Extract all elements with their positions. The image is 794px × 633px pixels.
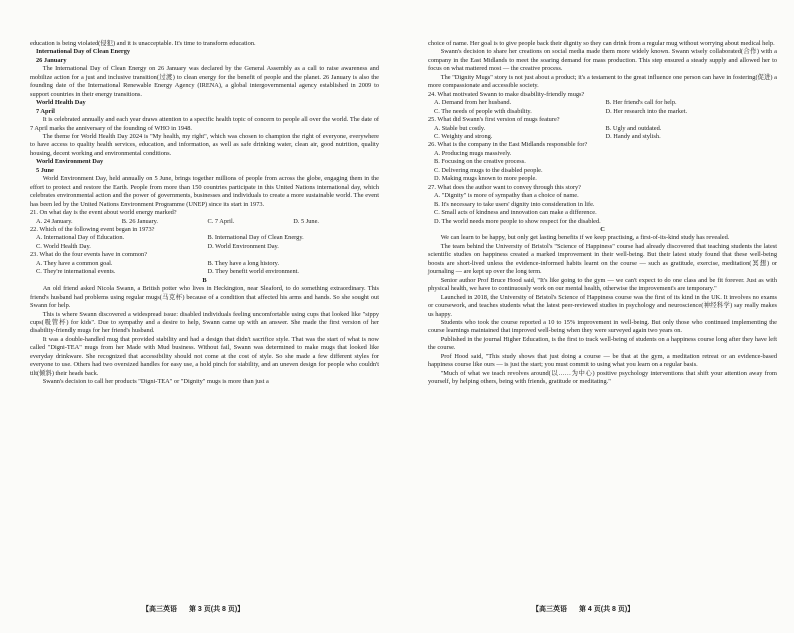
answer-option: B. Her friend's call for help.: [605, 99, 677, 107]
question-options: [30, 218, 379, 226]
question: [30, 226, 379, 251]
question: [428, 141, 777, 183]
answer-option: C. 7 April.: [207, 217, 235, 225]
paragraph: Published in the journal Higher Education, is the first to track well-being of students on a happiness course long after they have left the course.: [428, 335, 777, 352]
answer-option: A. International Day of Education.: [36, 234, 125, 242]
question-options: [428, 99, 777, 116]
question-stem: 26. What is the company in the East Midlands responsible for?: [428, 141, 588, 149]
answer-option: C. Weighty and strong.: [434, 132, 493, 140]
answer-option: B. 26 January.: [121, 217, 158, 225]
section-c-label: C: [600, 225, 605, 233]
question: [30, 251, 379, 276]
answer-option: D. They benefit world environment.: [207, 268, 299, 276]
question-options: [30, 260, 379, 277]
answer-option: A. They have a common goal.: [36, 259, 113, 267]
answer-option: B. It's necessary to take users' dignity into consideration in life.: [434, 200, 595, 208]
answer-option: C. Delivering mugs to the disabled people.: [434, 166, 543, 174]
paragraph: The International Day of Clean Energy on 26 January was declared by the General Assembly as a call to raise awareness and mobilize action for a just and inclusive transition(过渡) to clean energy for the benefit of people and the planet. 26 January is also the founding date of the International Renewable Energy Agency (IRENA), a global intergovernmental agency established in 2009 to support countries in their energy transitions.: [30, 65, 379, 98]
answer-option: D. The world needs more people to show respect for the disabled.: [434, 217, 601, 225]
paragraph: The team behind the University of Bristol's "Science of Happiness" course had already discovered that teaching students the latest scientific studies on happiness created a marked improvement in their well-being. But their latest study found that these well-being boosts are short-lived unless the evidence-informed habits learnt on the course — such as gratitude, exercise, meditation(冥想) or journaling — are kept up over the long term.: [428, 242, 777, 276]
footer-right: [532, 604, 634, 614]
paragraph: The theme for World Health Day 2024 is "My health, my right", which was chosen to champion the right of everyone, everywhere to have access to quality health services, education, and information, as well as safe drinking water, clean air, good nutrition, quality housing, decent working and environmental conditions.: [30, 132, 379, 157]
answer-option: C. World Health Day.: [36, 242, 91, 250]
passage-b: [30, 285, 379, 386]
questions-a: [30, 209, 379, 277]
footer-left-page: 第 3 页(共 8 页)】: [188, 606, 245, 613]
answer-option: D. 5 June.: [293, 217, 319, 225]
left-column: [30, 40, 379, 387]
paragraph: choice of name. Her goal is to give people back their dignity so they can drink from a regular mug without worrying about medical help.: [428, 40, 775, 47]
answer-option: A. Producing mugs massively.: [434, 149, 512, 157]
event-name: World Health Day: [36, 99, 86, 107]
question: [428, 116, 777, 141]
question-stem: 22. Which of the following event began in 1973?: [30, 225, 155, 233]
intro-end-text: education is being violated(侵犯) and it is unacceptable. It's time to transform education.: [30, 40, 256, 47]
answer-option: D. Handy and stylish.: [605, 132, 661, 140]
answer-option: B. International Day of Clean Energy.: [207, 234, 304, 242]
paragraph: The "Dignity Mugs" story is not just about a product; it's a testament to the great influence one person can have in fostering(促进) a more compassionate and accessible society.: [428, 73, 777, 90]
question: [428, 91, 777, 116]
answer-option: D. Her research into the market.: [605, 107, 688, 115]
paragraph: It is celebrated annually and each year draws attention to a specific health topic of concern to people all over the world. The date of 7 April marks the anniversary of the founding of WHO in 1948.: [30, 116, 379, 132]
event-name: World Environment Day: [36, 158, 104, 166]
question-options: [30, 234, 379, 251]
event-date: 5 June: [36, 166, 54, 174]
answer-option: A. Demand from her husband.: [434, 99, 512, 107]
paragraph: Prof Hood said, "This study shows that just doing a course — be that at the gym, a meditation retreat or an evidence-based happiness course like ours — is just the start; you must commit to using what you learn on a regular basis.: [428, 352, 777, 369]
right-column: [428, 40, 777, 387]
answer-option: B. Focusing on the creative process.: [434, 158, 526, 166]
passage-b-continued: [428, 40, 777, 91]
answer-option: A. "Dignity" is more of sympathy than a choice of name.: [434, 192, 579, 200]
events-list: [30, 48, 379, 209]
question-options: [428, 150, 777, 184]
footer-right-subject: 【高三英语: [532, 606, 567, 613]
footer-left-subject: 【高三英语: [142, 606, 177, 613]
answer-option: B. Ugly and outdated.: [605, 124, 662, 132]
question: [30, 209, 379, 226]
answer-option: D. World Environment Day.: [207, 242, 279, 250]
event-date: 26 January: [36, 56, 67, 64]
paragraph: Senior author Prof Bruce Hood said, "It's like going to the gym — we can't expect to do one class and be fit forever. Just as with physical health, we have to continuously work on our mental health, otherwise the improvement's are temporary.": [428, 276, 777, 293]
passage-c: [428, 234, 777, 386]
question-stem: 27. What does the author want to convey through this story?: [428, 183, 581, 191]
paragraph: Students who took the course reported a 10 to 15% improvement in well-being. But only those who continued implementing the course learnings maintained that improved well-being when they were surveyed again two years on.: [428, 318, 777, 335]
paragraph: Launched in 2018, the University of Bristol's Science of Happiness course was the first of its kind in the UK. It involves no exams or coursework, and teaches students what the latest peer-reviewed studies in psychology and neuroscience(神经科学) say really makes us happy.: [428, 293, 777, 318]
answer-option: C. The needs of people with disability.: [434, 107, 532, 115]
answer-option: C. Small acts of kindness and innovation can make a difference.: [434, 209, 597, 217]
question-stem: 21. On what day is the event about world energy marked?: [30, 209, 177, 217]
event-date: 7 April: [36, 107, 55, 115]
footer-left: [142, 604, 244, 614]
questions-b: [428, 91, 777, 226]
answer-option: A. Stable but costly.: [434, 124, 486, 132]
section-b-label: B: [202, 276, 207, 284]
answer-option: B. They have a long history.: [207, 259, 280, 267]
question-options: [428, 192, 777, 226]
paragraph: Swann's decision to call her products "Digni-TEA" or "Dignity" mugs is more than just a: [42, 378, 269, 386]
answer-option: C. They're international events.: [36, 268, 116, 276]
paragraph: World Environment Day, held annually on 5 June, brings together millions of people from across the globe, engaging them in the effort to protect and restore the Earth. People from more than 150 countries participate in this United Nations international day, which celebrates environmental action and the power of governments, businesses and individuals to create a more sustainable world. The event has been led by the United Nations Environment Programme (UNEP) since its start in 1973.: [30, 175, 379, 208]
paragraph: Swann's decision to share her creations on social media made them more widely known. Swann wisely collaborated(合作) with a company in the East Midlands to meet the soaring demand for mass production. This step ensured a steady supply and allowed her to focus on what mattered most — the creative process.: [428, 48, 777, 73]
paragraph: An old friend asked Nicola Swann, a British potter who lives in Heckington, near Sleaford, to do something extraordinary. This friend's husband had problems using regular mugs(马克杯) because of a condition that affected his arms and hands. So she sought out Swann for help.: [30, 285, 379, 310]
question-options: [428, 125, 777, 142]
answer-option: D. Making mugs known to more people.: [434, 175, 537, 183]
question-stem: 25. What did Swann's first version of mugs feature?: [428, 116, 560, 124]
paragraph: This is where Swann discovered a widespread issue: disabled individuals feeling uncomfortable using cups that looked like "sippy cups(吸管杯) for kids". Due to sympathy and a desire to help, Swann came up with an answer. She made the first version of her disability-friendly mugs for her friend's husband.: [30, 310, 379, 335]
question-stem: 24. What motivated Swann to make disability-friendly mugs?: [428, 90, 585, 98]
paragraph: We can learn to be happy, but only get lasting benefits if we keep practising, a first-of-its-kind study has revealed.: [440, 234, 730, 242]
footer-right-page: 第 4 页(共 8 页)】: [578, 606, 635, 613]
event-name: International Day of Clean Energy: [36, 48, 131, 56]
answer-option: A. 24 January.: [36, 217, 73, 225]
question-stem: 23. What do the four events have in common?: [30, 251, 148, 259]
paragraph: "Much of what we teach revolves around(以……为中心) positive psychology interventions that shift your attention away from yourself, by helping others, being with friends, gratitude or meditating.": [428, 369, 777, 386]
paragraph: It was a double-handled mug that provided stability and had a design that didn't sacrifice style. That was the start of what is now called "Digni-TEA" mugs from her Made with Mud business. Without fail, Swann was determined to make mugs that looked like everyday drinkware. She recognized that accessibility should not come at the cost of style. So she made a few different styles for everyone to use. Others had two oversized handles for easy use, a hold pinch for stability, and an uneven design for people who couldn't tilt(倾斜) their heads back.: [30, 335, 379, 377]
question: [428, 184, 777, 226]
